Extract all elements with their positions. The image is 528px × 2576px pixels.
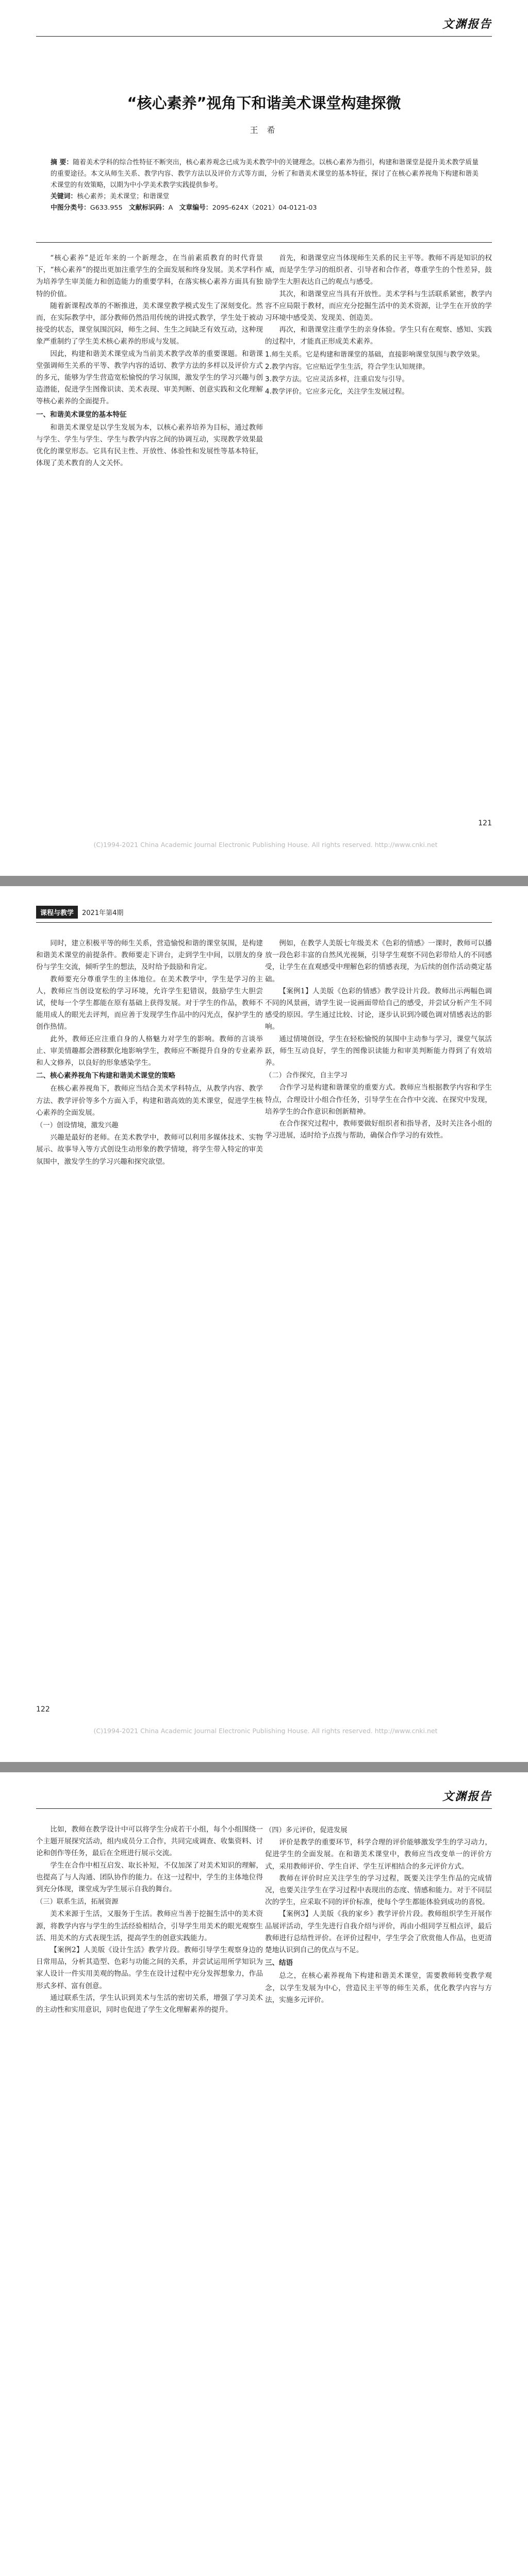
page-number: 122 xyxy=(36,1705,50,1714)
body-paragraph: 再次，和谐课堂注重学生的亲身体验。学生只有在观察、感知、实践的过程中，才能真正形成美术素养。 xyxy=(265,326,492,346)
keywords-text: 核心素养；美术课堂；和谐课堂 xyxy=(77,193,170,200)
body-paragraph: 通过联系生活，学生认识到美术与生活的密切关系，增强了学习美术的主动性和实用意识，同时也促进了学生文化理解素养的提升。 xyxy=(36,1993,263,2014)
body-paragraph: 在合作探究过程中，教师要做好组织者和指导者，及时关注各小组的学习进展，适时给予点拨与帮助，确保合作学习的有效性。 xyxy=(265,1120,492,1140)
page-3-left-col xyxy=(36,1824,263,2016)
header-rule xyxy=(36,922,492,923)
copyright-watermark: (C)1994-2021 China Academic Journal Electronic Publishing House. All rights reserved. http://www.cnki.net xyxy=(93,1727,438,1735)
body-paragraph: 比如，教师在教学设计中可以将学生分成若干小组，每个小组围绕一个主题开展探究活动，组内成员分工合作，共同完成调查、收集资料、讨论和创作等任务，最后在全班进行展示交流。 xyxy=(36,1825,263,1858)
section-heading: 二、核心素养视角下构建和谐美术课堂的策略 xyxy=(36,1072,175,1080)
subsection-heading: 2.教学内容。它应贴近学生生活，符合学生认知规律。 xyxy=(265,363,430,371)
doc-text: A xyxy=(168,204,173,212)
body-paragraph: 【案例2】人美版《设计生活》教学片段。教师引导学生观察身边的日常用品，分析其造型、色彩与功能之间的关系，并尝试运用所学知识为家人设计一件实用美观的物品。学生在设计过程中充分发挥想象力，作品形式多样、富有创意。 xyxy=(36,1946,263,1990)
page-1-body xyxy=(36,252,492,804)
subsection-heading: （三）联系生活，拓展资源 xyxy=(36,1898,119,1906)
page-2-left-col xyxy=(36,938,263,1168)
id-text: 2095-624X（2021）04-0121-03 xyxy=(212,204,317,212)
body-paragraph: “核心素养”是近年来的一个新理念，在当前素质教育的时代背景下，“核心素养”的提出更加注重学生的全面发展和终身发展。美术学科作为培养学生审美能力和创造能力的重要学科，在落实核心素养方面具有独特的价值。 xyxy=(36,254,263,298)
section-heading: 三、结语 xyxy=(265,1959,293,1968)
page-number: 121 xyxy=(478,819,492,827)
page-1-left-col xyxy=(36,252,263,470)
body-paragraph: 因此，构建和谐美术课堂成为当前美术教学改革的重要课题。和谐课堂强调师生关系的平等、教学内容的适切、教学方法的多样以及评价方式的多元，能够为学生营造宽松愉悦的学习氛围，激发学生的学习兴趣与创造潜能，促进学生图像识读、美术表现、审美判断、创意实践和文化理解等核心素养的全面提升。 xyxy=(36,349,263,406)
abstract-block xyxy=(51,157,478,214)
body-paragraph: 随着新课程改革的不断推进，美术课堂教学模式发生了深刻变化。然而，在实际教学中，部分教师仍然沿用传统的讲授式教学，学生处于被动接受的状态，课堂氛围沉闷，师生之间、生生之间缺乏有效互动，这种现象严重制约了学生美术核心素养的形成与发展。 xyxy=(36,301,263,346)
body-paragraph: 首先，和谐课堂应当体现师生关系的民主平等。教师不再是知识的权威，而是学生学习的组织者、引导者和合作者，尊重学生的个性差异，鼓励学生大胆表达自己的观点与感受。 xyxy=(265,254,492,286)
subsection-heading: 3.教学方法。它应灵活多样，注重启发与引导。 xyxy=(265,376,409,384)
subsection-heading: （一）创设情境，激发兴趣 xyxy=(36,1122,119,1130)
body-paragraph: 和谐美术课堂是以学生发展为本，以核心素养培养为目标，通过教师与学生、学生与学生、学生与教学内容之间的协调互动，实现教学效果最优化的课堂形态。它具有民主性、开放性、体验性和发展性等基本特征，体现了美术教育的人文关怀。 xyxy=(36,423,263,468)
page-2-body xyxy=(36,938,492,1680)
body-paragraph: 通过情境创设，学生在轻松愉悦的氛围中主动参与学习，课堂气氛活跃，师生互动良好，学生的图像识读能力和审美判断能力得到了有效培养。 xyxy=(265,1035,492,1067)
page-3 xyxy=(0,1772,528,2576)
body-paragraph: 合作学习是构建和谐课堂的重要方式。教师应当根据教学内容和学生特点，合理设计小组合作任务，引导学生在合作中交流、在探究中发现，培养学生的合作意识和创新精神。 xyxy=(265,1083,492,1116)
body-paragraph: 总之，在核心素养视角下构建和谐美术课堂，需要教师转变教学观念，以学生发展为中心，营造民主平等的师生关系，优化教学内容与方法，实施多元评价。 xyxy=(265,1972,492,2004)
body-paragraph: 教师在评价时应关注学生的学习过程，既要关注学生作品的完成情况，也要关注学生在学习过程中表现出的态度、情感和能力。对于不同层次的学生，应采取不同的评价标准，使每个学生都能体验到成功的喜悦。 xyxy=(265,1874,492,1907)
page-1 xyxy=(0,0,528,876)
body-paragraph: 教师要充分尊重学生的主体地位。在美术教学中，学生是学习的主人，教师应当创设宽松的学习环境，允许学生犯错误，鼓励学生大胆尝试，使每一个学生都能在原有基础上获得发展。对于学生的作品，教师不能用成人的眼光去评判，而应善于发现学生作品中的闪光点，保护学生的创作热情。 xyxy=(36,975,263,1031)
abstract-rule xyxy=(36,242,492,243)
body-paragraph: 此外，教师还应注重自身的人格魅力对学生的影响。教师的言谈举止、审美情趣都会潜移默化地影响学生，教师应不断提升自身的专业素养和人文修养，以良好的形象感染学生。 xyxy=(36,1035,263,1067)
body-paragraph: 其次，和谐课堂应当具有开放性。美术学科与生活联系紧密，教学内容不应局限于教材，而应充分挖掘生活中的美术资源，让学生在开放的学习环境中感受美、发现美、创造美。 xyxy=(265,290,492,323)
abstract-label: 摘 要： xyxy=(51,159,73,166)
article-author: 王 希 xyxy=(250,125,278,135)
subsection-heading: （二）合作探究，自主学习 xyxy=(265,1072,348,1080)
header-rule xyxy=(36,36,492,37)
body-paragraph: 美术来源于生活，又服务于生活。教师应当善于挖掘生活中的美术资源，将教学内容与学生的生活经验相结合，引导学生用美术的眼光观察生活、用美术的方式表现生活，提高学生的创意实践能力。 xyxy=(36,1910,263,1942)
subsection-heading: （四）多元评价，促进发展 xyxy=(265,1826,348,1834)
running-head xyxy=(36,906,123,919)
running-head-issue: 2021年第4期 xyxy=(82,909,124,917)
copyright-watermark: (C)1994-2021 China Academic Journal Electronic Publishing House. All rights reserved. http://www.cnki.net xyxy=(93,841,438,849)
clc-text: G633.955 xyxy=(90,204,123,212)
abstract-text: 随着美术学科的综合性特征不断突出，核心素养观念已成为美术教学中的关键理念。以核心素养为指引，构建和谐课堂是提升美术教学质量的重要途径。本文从师生关系、教学内容、教学方法以及评价方式等方面，分析了和谐美术课堂的基本特征，探讨了在核心素养视角下构建和谐美术课堂的有效策略，以期为中小学美术教学实践提供参考。 xyxy=(51,159,478,189)
page-3-right-col xyxy=(265,1824,492,2006)
body-paragraph: 在核心素养视角下，教师应当结合美术学科特点，从教学内容、教学方法、教学评价等多个方面入手，构建和谐高效的美术课堂，促进学生核心素养的全面发展。 xyxy=(36,1084,263,1117)
body-paragraph: 例如，在教学人美版七年级美术《色彩的情感》一课时，教师可以播放一段色彩丰富的自然风光视频，引导学生观察不同色彩带给人的不同感受，让学生在直观感受中理解色彩的情感表现，为后续的创作活动奠定基础。 xyxy=(265,939,492,984)
clc-label: 中图分类号： xyxy=(51,204,90,212)
page-3-body xyxy=(36,1824,492,2566)
body-paragraph: 评价是教学的重要环节，科学合理的评价能够激发学生的学习动力，促进学生的全面发展。在和谐美术课堂中，教师应当改变单一的评价方式，采用教师评价、学生自评、学生互评相结合的多元评价方式。 xyxy=(265,1838,492,1871)
subsection-heading: 4.教学评价。它应多元化，关注学生发展过程。 xyxy=(265,388,409,396)
body-paragraph: 学生在合作中相互启发、取长补短，不仅加深了对美术知识的理解，也提高了与人沟通、团队协作的能力。在这一过程中，学生的主体地位得到充分体现，课堂成为学生展示自我的舞台。 xyxy=(36,1861,263,1894)
subsection-heading: 1.师生关系。它是构建和谐课堂的基础，直接影响课堂氛围与教学效果。 xyxy=(265,350,484,359)
id-label: 文章编号： xyxy=(179,204,212,212)
page-2 xyxy=(0,886,528,1762)
page-2-right-col xyxy=(265,938,492,1142)
doc-label: 文献标识码： xyxy=(128,204,169,212)
body-paragraph: 【案例1】人美版《色彩的情感》教学设计片段。教师出示两幅色调不同的风景画，请学生说一说画面带给自己的感受，并尝试分析产生不同感受的原因。学生通过比较、讨论，逐步认识到冷暖色调对情感表达的影响。 xyxy=(265,987,492,1031)
journal-brand: 文渊报告 xyxy=(442,1790,492,1803)
article-title: “核心素养”视角下和谐美术课堂构建探微 xyxy=(127,94,401,112)
body-paragraph: 兴趣是最好的老师。在美术教学中，教师可以利用多媒体技术、实物展示、故事导入等方式创设生动形象的教学情境，将学生带入特定的审美氛围中，激发学生的学习兴趣和探究欲望。 xyxy=(36,1133,263,1166)
body-paragraph: 【案例3】人美版《我的家乡》教学评价片段。教师组织学生开展作品展评活动，学生先进行自我介绍与评价，再由小组同学互相点评，最后教师进行总结性评价。在评价过程中，学生学会了欣赏他人作品，也更清楚地认识到自己的优点与不足。 xyxy=(265,1910,492,1955)
journal-brand: 文渊报告 xyxy=(442,18,492,31)
page-1-right-col xyxy=(265,252,492,398)
running-head-tag: 课程与教学 xyxy=(36,906,78,919)
section-heading: 一、和谐美术课堂的基本特征 xyxy=(36,410,127,419)
header-rule xyxy=(36,1808,492,1809)
keywords-label: 关键词： xyxy=(51,193,77,200)
body-paragraph: 同时，建立积极平等的师生关系，营造愉悦和谐的课堂氛围，是构建和谐美术课堂的前提条件。教师要走下讲台，走到学生中间，以朋友的身份与学生交流，倾听学生的想法，及时给予鼓励和肯定。 xyxy=(36,939,263,972)
